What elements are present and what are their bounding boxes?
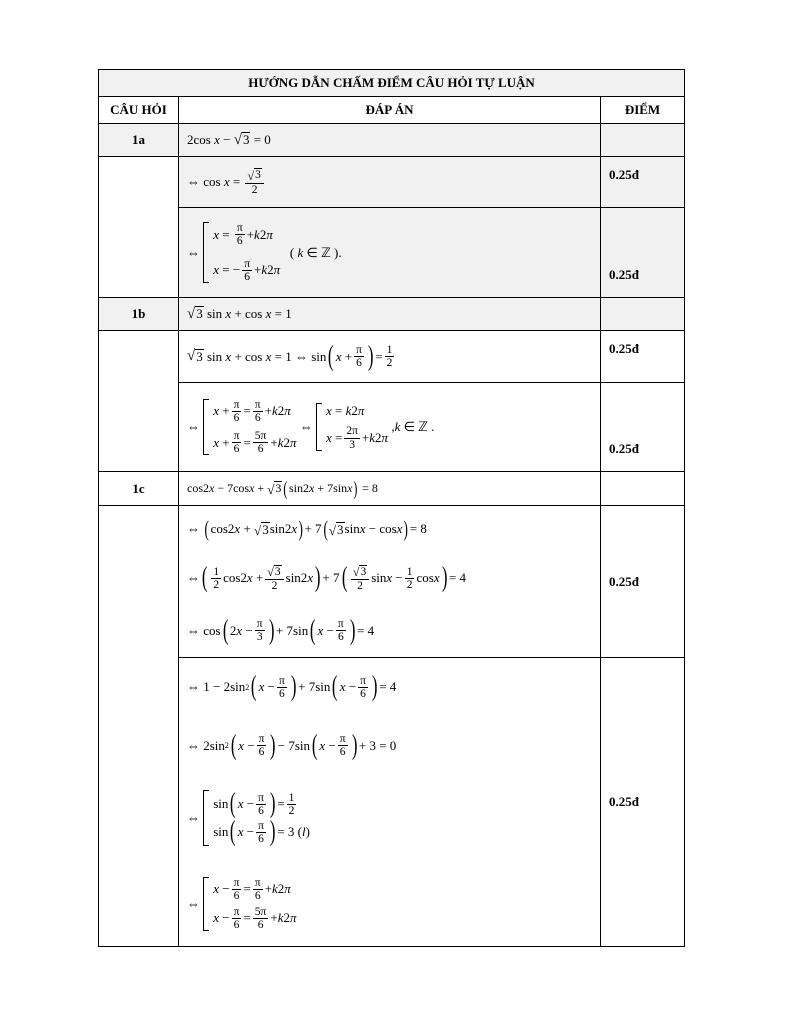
score-cell-empty — [601, 298, 685, 331]
question-cell-empty — [99, 157, 179, 208]
question-cell-empty — [99, 331, 179, 383]
table-title: HƯỚNG DẪN CHẤM ĐIỂM CÂU HỎI TỰ LUẬN — [99, 70, 685, 97]
question-label-1a: 1a — [99, 124, 179, 157]
question-label-1c: 1c — [99, 472, 179, 506]
question-cell-empty — [99, 208, 179, 298]
step-1a-2: ⇔ x = $\frac{\pi}{6}$ + k 2 π x = − $\frac{\pi}{6}$ + k 2 π ( k ∈ ℤ ). — [179, 208, 601, 298]
score-cell-empty — [601, 472, 685, 506]
col-header-answer: ĐÁP ÁN — [179, 97, 601, 124]
step-1a-1: ⇔ cos x = √ 3 2 — [179, 157, 601, 208]
score-1b-1: 0.25đ — [601, 331, 685, 383]
col-header-question: CÂU HỎI — [99, 97, 179, 124]
step-1c-2: ⇔ 1 − 2sin 2 ( x − $\frac{\pi}{6}$ ) + 7sin ( x − $\frac{\pi}{6}$ ) = 4 ⇔ 2sin 2 ( x − $\frac{\pi}{6}$ ) − 7sin ( x − $\frac{\pi}{6}$ ) + 3 = 0 ⇔ sin ( x − $\frac{\pi}{6}$ ) = $\frac{1}{2}$ sin ( x − $\frac{\pi}{6}$ ) = 3 ( l ) ⇔ x − $\frac{\pi}{6}$ = $\frac{\pi}{6}$ + k 2 π x − $\frac{\pi}{6}$ = $\frac{5\pi}{6}$ + k 2 π — [179, 658, 601, 947]
score-1b-2: 0.25đ — [601, 383, 685, 472]
question-cell-empty — [99, 658, 179, 947]
score-1c-1: 0.25đ — [601, 506, 685, 658]
equation-1a: 2cos x − √ 3 = 0 — [179, 124, 601, 157]
col-header-score: ĐIỂM — [601, 97, 685, 124]
score-1c-2: 0.25đ — [601, 658, 685, 947]
score-1a-1: 0.25đ — [601, 157, 685, 208]
equation-1c: cos2 x − 7cos x + √ 3 ( sin2 x + 7sin x ) = 8 — [179, 472, 601, 506]
step-1b-1: √ 3 sin x + cos x = 1 ⇔ sin ( x + $\frac{\pi}{6}$ ) = $\frac{1}{2}$ — [179, 331, 601, 383]
step-1b-2: ⇔ x + $\frac{\pi}{6}$ = $\frac{\pi}{6}$ + k 2 π x + $\frac{\pi}{6}$ = $\frac{5\pi}{6}$ + k 2 π ⇔ x = k 2 π x = $\frac{2\pi}{3}$ + k 2 π , k ∈ ℤ . — [179, 383, 601, 472]
question-label-1b: 1b — [99, 298, 179, 331]
score-1a-2: 0.25đ — [601, 208, 685, 298]
equation-1b: √ 3 sin x + cos x = 1 — [179, 298, 601, 331]
grading-table — [98, 69, 685, 947]
step-1c-1: ⇔ ( cos2 x + √ 3 sin2 x ) + 7 ( √ 3 sin x − cos x ) = 8 ⇔ ( $\frac{1}{2}$ cos2 x + √ 3 2 sin2 x ) + 7 ( √ 3 2 sin x − $\frac{1}{2}$ cos x ) = 4 ⇔ cos ( 2 x − $\frac{\pi}{3}$ ) + 7sin ( x − $\frac{\pi}{6}$ ) = 4 — [179, 506, 601, 658]
question-cell-empty — [99, 383, 179, 472]
score-cell-empty — [601, 124, 685, 157]
question-cell-empty — [99, 506, 179, 658]
